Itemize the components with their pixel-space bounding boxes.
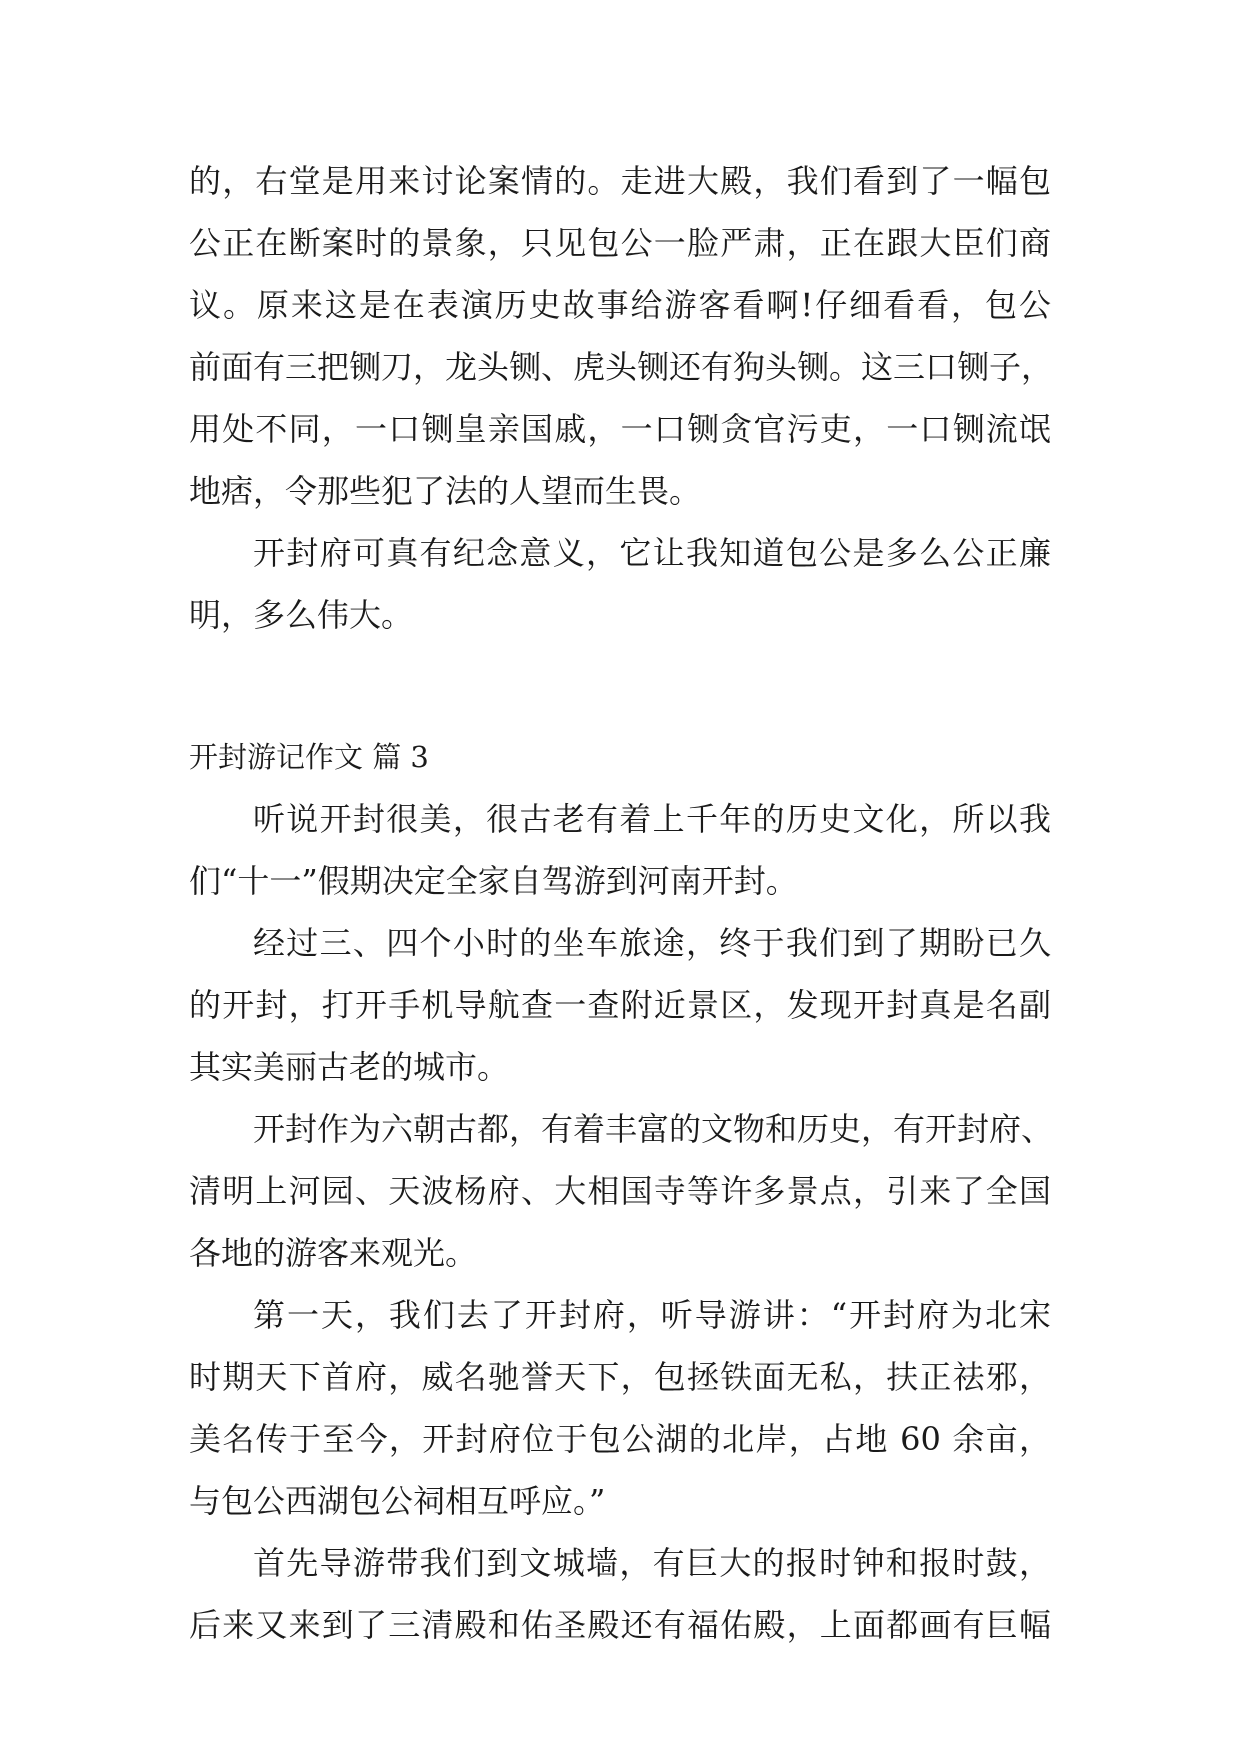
text-line: 第一天，我们去了开封府，听导游讲：“开封府为北宋 (253, 1296, 1051, 1334)
paragraph-2 (189, 912, 1051, 1098)
text-line: 首先导游带我们到文城墙，有巨大的报时钟和报时鼓， (253, 1544, 1051, 1582)
text-line: 与包公西湖包公祠相互呼应。” (189, 1482, 606, 1520)
text-line: 美名传于至今，开封府位于包公湖的北岸，占地 60 余亩， (189, 1420, 1051, 1458)
text-line: 地痞，令那些犯了法的人望而生畏。 (189, 472, 702, 510)
text-line: 后来又来到了三清殿和佑圣殿还有福佑殿，上面都画有巨幅 (189, 1606, 1051, 1644)
text-line: 各地的游客来观光。 (189, 1234, 478, 1272)
text-line: 议。原来这是在表演历史故事给游客看啊!仔细看看，包公 (189, 286, 1051, 324)
essay-heading: 开封游记作文 篇 3 (189, 740, 429, 774)
section-gap (189, 646, 1051, 726)
text-line: 听说开封很美，很古老有着上千年的历史文化，所以我 (253, 800, 1051, 838)
paragraph-continued (189, 150, 1054, 522)
document-page (189, 150, 1054, 1656)
paragraph-1 (189, 788, 1051, 912)
text-line: 时期天下首府，威名驰誉天下，包拯铁面无私，扶正祛邪， (189, 1358, 1051, 1396)
text-line: 其实美丽古老的城市。 (189, 1048, 510, 1086)
paragraph-closing (189, 522, 1051, 646)
text-line: 公正在断案时的景象，只见包公一脸严肃，正在跟大臣们商 (189, 224, 1051, 262)
text-line: 的，右堂是用来讨论案情的。走进大殿，我们看到了一幅包 (189, 162, 1051, 200)
text-line: 前面有三把铡刀，龙头铡、虎头铡还有狗头铡。这三口铡子， (189, 348, 1054, 386)
paragraph-3 (189, 1098, 1054, 1284)
text-line: 开封府可真有纪念意义，它让我知道包公是多么公正廉 (253, 534, 1051, 572)
text-line: 们“十一”假期决定全家自驾游到河南开封。 (189, 862, 798, 900)
paragraph-5 (189, 1532, 1051, 1656)
paragraph-4 (189, 1284, 1051, 1532)
text-line: 清明上河园、天波杨府、大相国寺等许多景点，引来了全国 (189, 1172, 1051, 1210)
text-line: 经过三、四个小时的坐车旅途，终于我们到了期盼已久 (253, 924, 1051, 962)
text-line: 开封作为六朝古都，有着丰富的文物和历史，有开封府、 (253, 1110, 1054, 1148)
text-line: 用处不同，一口铡皇亲国戚，一口铡贪官污吏，一口铡流氓 (189, 410, 1051, 448)
text-line: 明，多么伟大。 (189, 596, 414, 634)
text-line: 的开封，打开手机导航查一查附近景区，发现开封真是名副 (189, 986, 1051, 1024)
